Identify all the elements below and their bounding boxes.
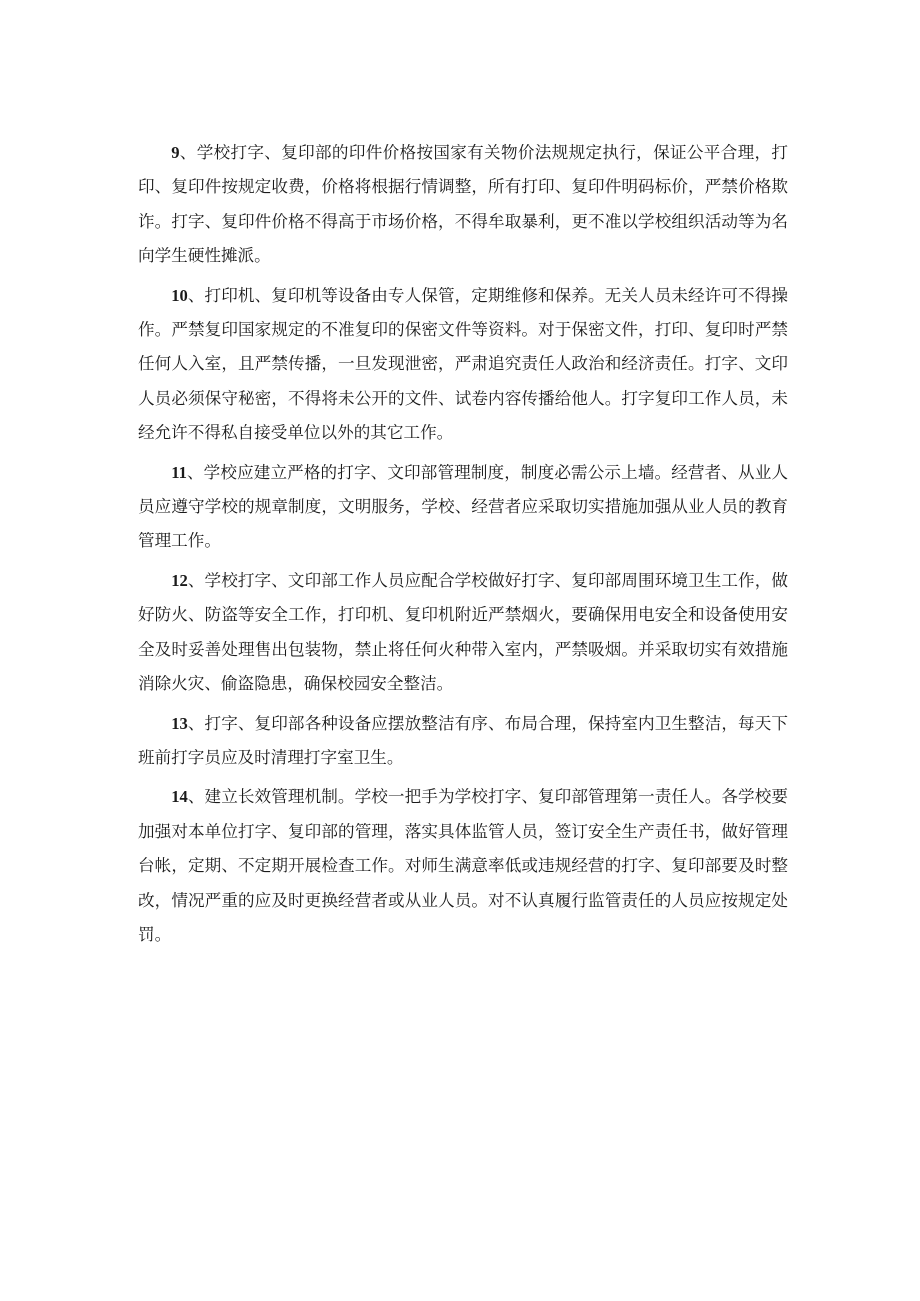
item-text: 、打字、复印部各种设备应摆放整洁有序、布局合理，保持室内卫生整洁，每天下班前打字员应及时清理打字室卫生。 [138,713,788,767]
item-number: 11 [171,462,187,482]
paragraph-11 [138,456,788,559]
paragraph-10 [138,279,788,451]
document-body [138,136,788,957]
item-text: 、学校打字、文印部工作人员应配合学校做好打字、复印部周围环境卫生工作，做好防火、防盗等安全工作，打印机、复印机附近严禁烟火，要确保用电安全和设备使用安全及时妥善处理售出包装物，禁止将任何火种带入室内，严禁吸烟。并采取切实有效措施消除火灾、偷盗隐患，确保校园安全整洁。 [138,570,788,694]
item-text: 、打印机、复印机等设备由专人保管，定期维修和保养。无关人员未经许可不得操作。严禁复印国家规定的不准复印的保密文件等资料。对于保密文件，打印、复印时严禁任何人入室，且严禁传播，一旦发现泄密，严肃追究责任人政治和经济责任。打字、文印人员必须保守秘密，不得将未公开的文件、试卷内容传播给他人。打字复印工作人员，未经允许不得私自接受单位以外的其它工作。 [138,285,788,443]
item-number: 10 [171,285,188,305]
paragraph-12 [138,564,788,702]
item-text: 、学校应建立严格的打字、文印部管理制度，制度必需公示上墙。经营者、从业人员应遵守学校的规章制度，文明服务，学校、经营者应采取切实措施加强从业人员的教育管理工作。 [138,462,788,551]
paragraph-14 [138,780,788,952]
item-number: 13 [171,713,188,733]
item-number: 9 [171,143,180,162]
item-number: 12 [171,570,188,590]
paragraph-13 [138,707,788,776]
item-text: 、建立长效管理机制。学校一把手为学校打字、复印部管理第一责任人。各学校要加强对本单位打字、复印部的管理，落实具体监管人员，签订安全生产责任书，做好管理台帐，定期、不定期开展检查工作。对师生满意率低或违规经营的打字、复印部要及时整改，情况严重的应及时更换经营者或从业人员。对不认真履行监管责任的人员应按规定处罚。 [138,787,788,944]
item-text: 、学校打字、复印部的印件价格按国家有关物价法规规定执行，保证公平合理，打印、复印件按规定收费，价格将根据行情调整，所有打印、复印件明码标价，严禁价格欺诈。打字、复印件价格不得高于市场价格，不得牟取暴利，更不准以学校组织活动等为名向学生硬性摊派。 [138,143,788,266]
item-number: 14 [171,787,188,807]
paragraph-9 [138,136,788,274]
